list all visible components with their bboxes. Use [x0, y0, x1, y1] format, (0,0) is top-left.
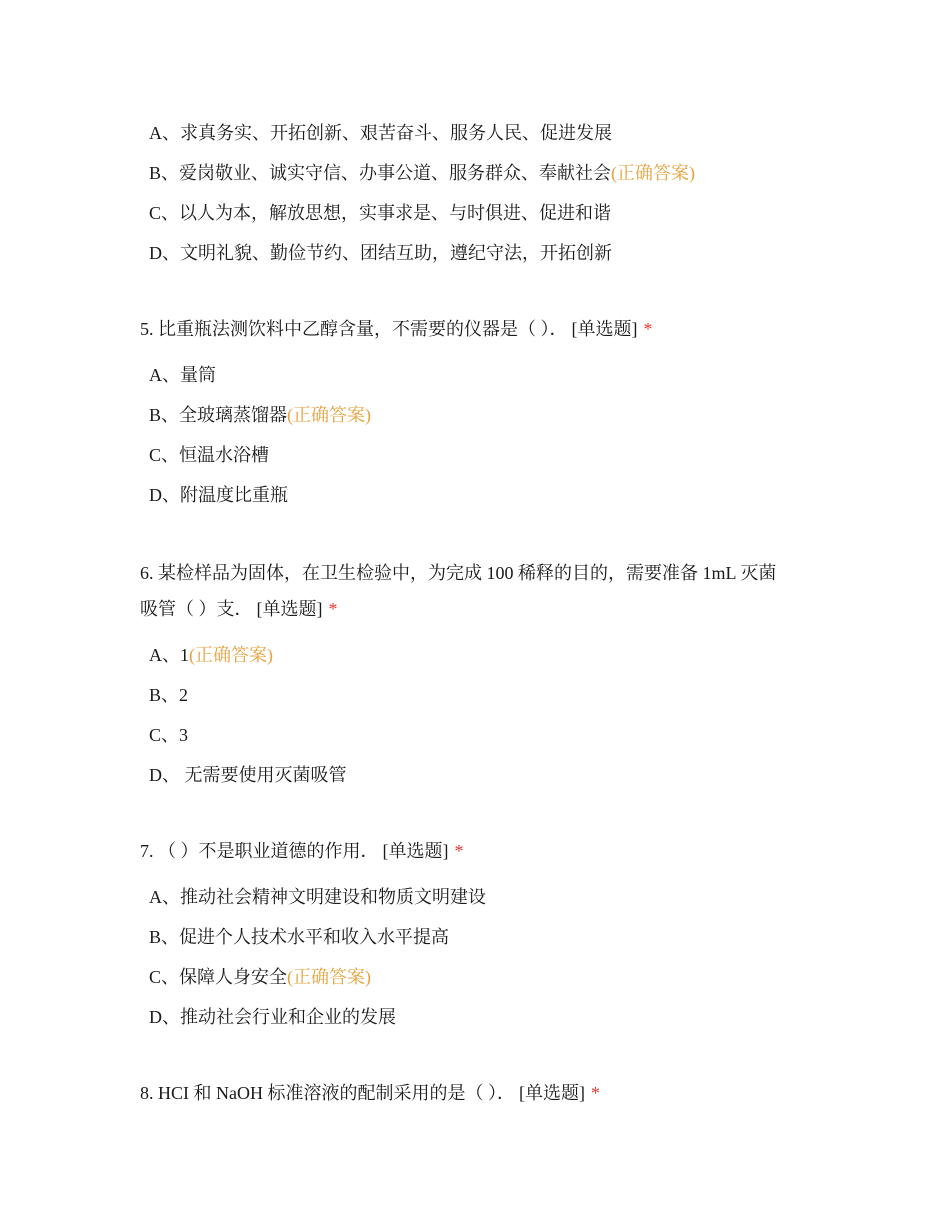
question-text: 7. （ ）不是职业道德的作用． [140, 841, 379, 861]
option-a [149, 885, 486, 909]
question-6-title-line1 [140, 561, 776, 585]
question-text: 吸管（ ）支． [140, 599, 253, 619]
option-b [149, 683, 188, 707]
required-marker: * [454, 841, 464, 861]
option-b [149, 925, 449, 949]
option-d [149, 763, 347, 787]
option-text: A、1 [149, 645, 189, 665]
option-d [149, 241, 612, 265]
question-text: 8. HCI 和 NaOH 标准溶液的配制采用的是（ ）． [140, 1083, 515, 1103]
option-b [149, 403, 371, 427]
option-a [149, 643, 273, 667]
option-text: B、2 [149, 685, 189, 705]
option-text: D、 无需要使用灭菌吸管 [149, 765, 347, 785]
option-c [149, 723, 188, 747]
option-text: C、恒温水浴槽 [149, 445, 270, 465]
correct-answer-marker: (正确答案) [287, 967, 372, 987]
option-text: C、3 [149, 725, 189, 745]
option-a [149, 363, 216, 387]
question-type-tag: [单选题] [382, 841, 449, 861]
option-text: A、量筒 [149, 365, 216, 385]
required-marker: * [590, 1083, 600, 1103]
correct-answer-marker: (正确答案) [611, 163, 696, 183]
question-8-title [140, 1081, 600, 1105]
option-d [149, 483, 288, 507]
question-type-tag: [单选题] [571, 319, 638, 339]
option-text: B、促进个人技术水平和收入水平提高 [149, 927, 450, 947]
option-b [149, 161, 695, 185]
option-c [149, 443, 269, 467]
question-6-title-line2 [140, 597, 338, 621]
option-a [149, 121, 612, 145]
question-text: 5. 比重瓶法测饮料中乙醇含量，不需要的仪器是（ ）． [140, 319, 568, 339]
option-text: C、保障人身安全 [149, 967, 288, 987]
option-text: D、附温度比重瓶 [149, 485, 288, 505]
option-text: A、求真务实、开拓创新、艰苦奋斗、服务人民、促进发展 [149, 123, 612, 143]
question-text: 6. 某检样品为固体，在卫生检验中，为完成 100 稀释的目的，需要准备 1mL 灭菌 [140, 563, 777, 583]
option-text: B、爱岗敬业、诚实守信、办事公道、服务群众、奉献社会 [149, 163, 612, 183]
correct-answer-marker: (正确答案) [287, 405, 372, 425]
question-7-title [140, 839, 464, 863]
option-c [149, 965, 371, 989]
option-text: D、文明礼貌、勤俭节约、团结互助，遵纪守法，开拓创新 [149, 243, 612, 263]
option-text: A、推动社会精神文明建设和物质文明建设 [149, 887, 486, 907]
required-marker: * [643, 319, 653, 339]
required-marker: * [328, 599, 338, 619]
question-type-tag: [单选题] [256, 599, 323, 619]
question-type-tag: [单选题] [518, 1083, 585, 1103]
option-d [149, 1005, 396, 1029]
option-c [149, 201, 611, 225]
correct-answer-marker: (正确答案) [189, 645, 273, 665]
option-text: B、全玻璃蒸馏器 [149, 405, 288, 425]
question-5-title [140, 317, 653, 341]
option-text: D、推动社会行业和企业的发展 [149, 1007, 396, 1027]
option-text: C、以人为本，解放思想，实事求是、与时俱进、促进和谐 [149, 203, 612, 223]
